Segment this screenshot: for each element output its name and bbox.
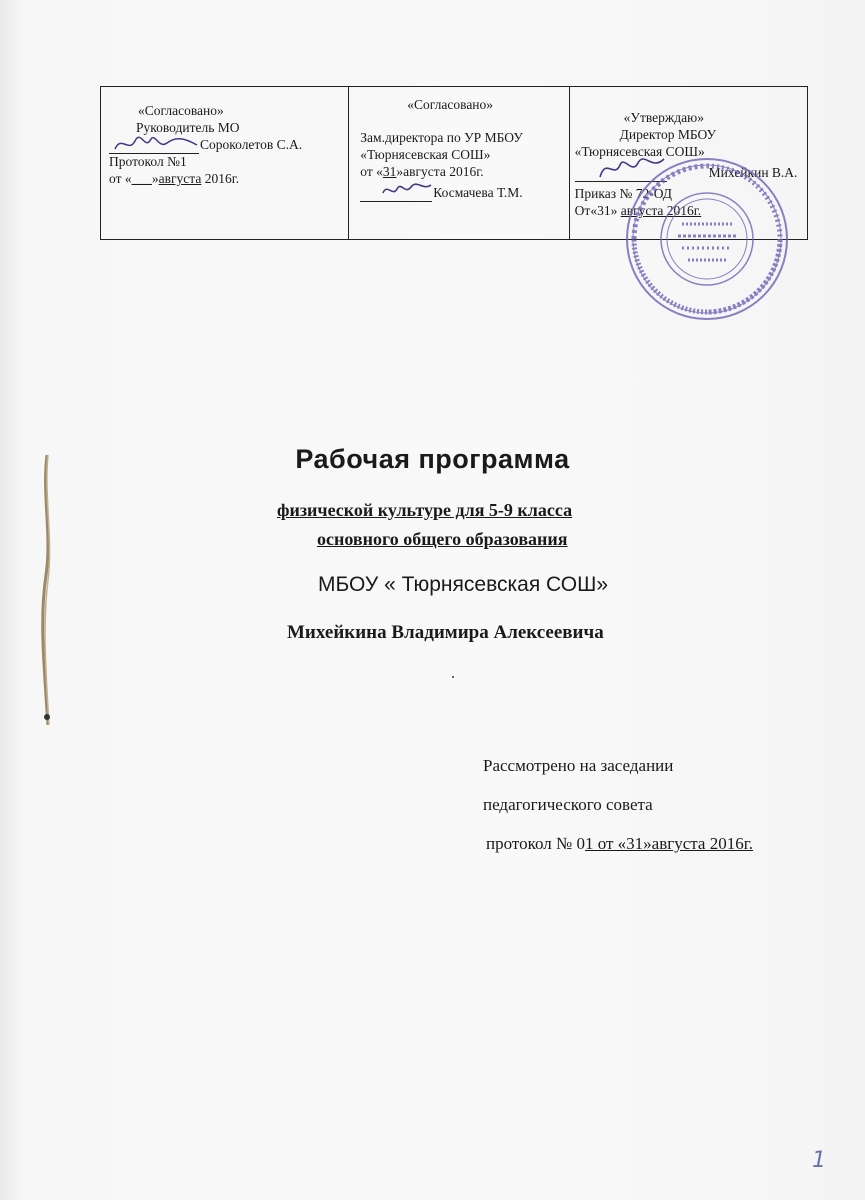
school-stamp	[622, 154, 792, 324]
approval-heading: «Согласовано»	[138, 103, 224, 118]
approval-school: «Тюрнясевская СОШ»	[360, 147, 491, 162]
approval-school: «Тюрнясевская СОШ»	[574, 144, 705, 159]
approval-date: от «___»августа 2016г.	[109, 171, 240, 186]
council-line-1: Рассмотрено на заседании	[483, 756, 674, 775]
approver-name: Михейкин В.А.	[708, 165, 798, 180]
subject-line-2: основного общего образования	[317, 529, 568, 549]
council-line-2: педагогического совета	[483, 795, 653, 814]
approval-role: Директор МБОУ	[619, 127, 717, 142]
binding-string	[40, 455, 54, 725]
approval-heading: «Утверждаю»	[623, 110, 704, 125]
approval-date: От«31» августа 2016г.	[574, 203, 702, 218]
approval-role: Руководитель МО	[136, 120, 240, 135]
council-protocol: протокол № 01 от «31»августа 2016г.	[486, 834, 754, 853]
approval-role: Зам.директора по УР МБОУ	[360, 130, 523, 145]
approver-name: Космачева Т.М.	[433, 185, 523, 200]
protocol-number: Протокол №1	[109, 154, 187, 169]
page-number: 1	[812, 1148, 826, 1173]
signature-mark	[379, 177, 435, 201]
approval-date: от «31»августа 2016г.	[360, 164, 484, 179]
approver-name: Сороколетов С.А.	[200, 137, 303, 152]
document-title: Рабочая программа	[295, 444, 570, 474]
approval-cell-methodical-union	[101, 87, 348, 239]
order-number: Приказ № 72-ОД	[574, 186, 672, 201]
school-name: МБОУ « Тюрнясевская СОШ»	[318, 573, 609, 596]
approval-cell-deputy-director	[348, 87, 568, 239]
ink-dot	[452, 676, 454, 678]
author-name: Михейкина Владимира Алексеевича	[287, 622, 604, 643]
approval-heading: «Согласовано»	[407, 97, 494, 112]
subject-line-1: физической культуре для 5-9 класса	[277, 500, 573, 520]
